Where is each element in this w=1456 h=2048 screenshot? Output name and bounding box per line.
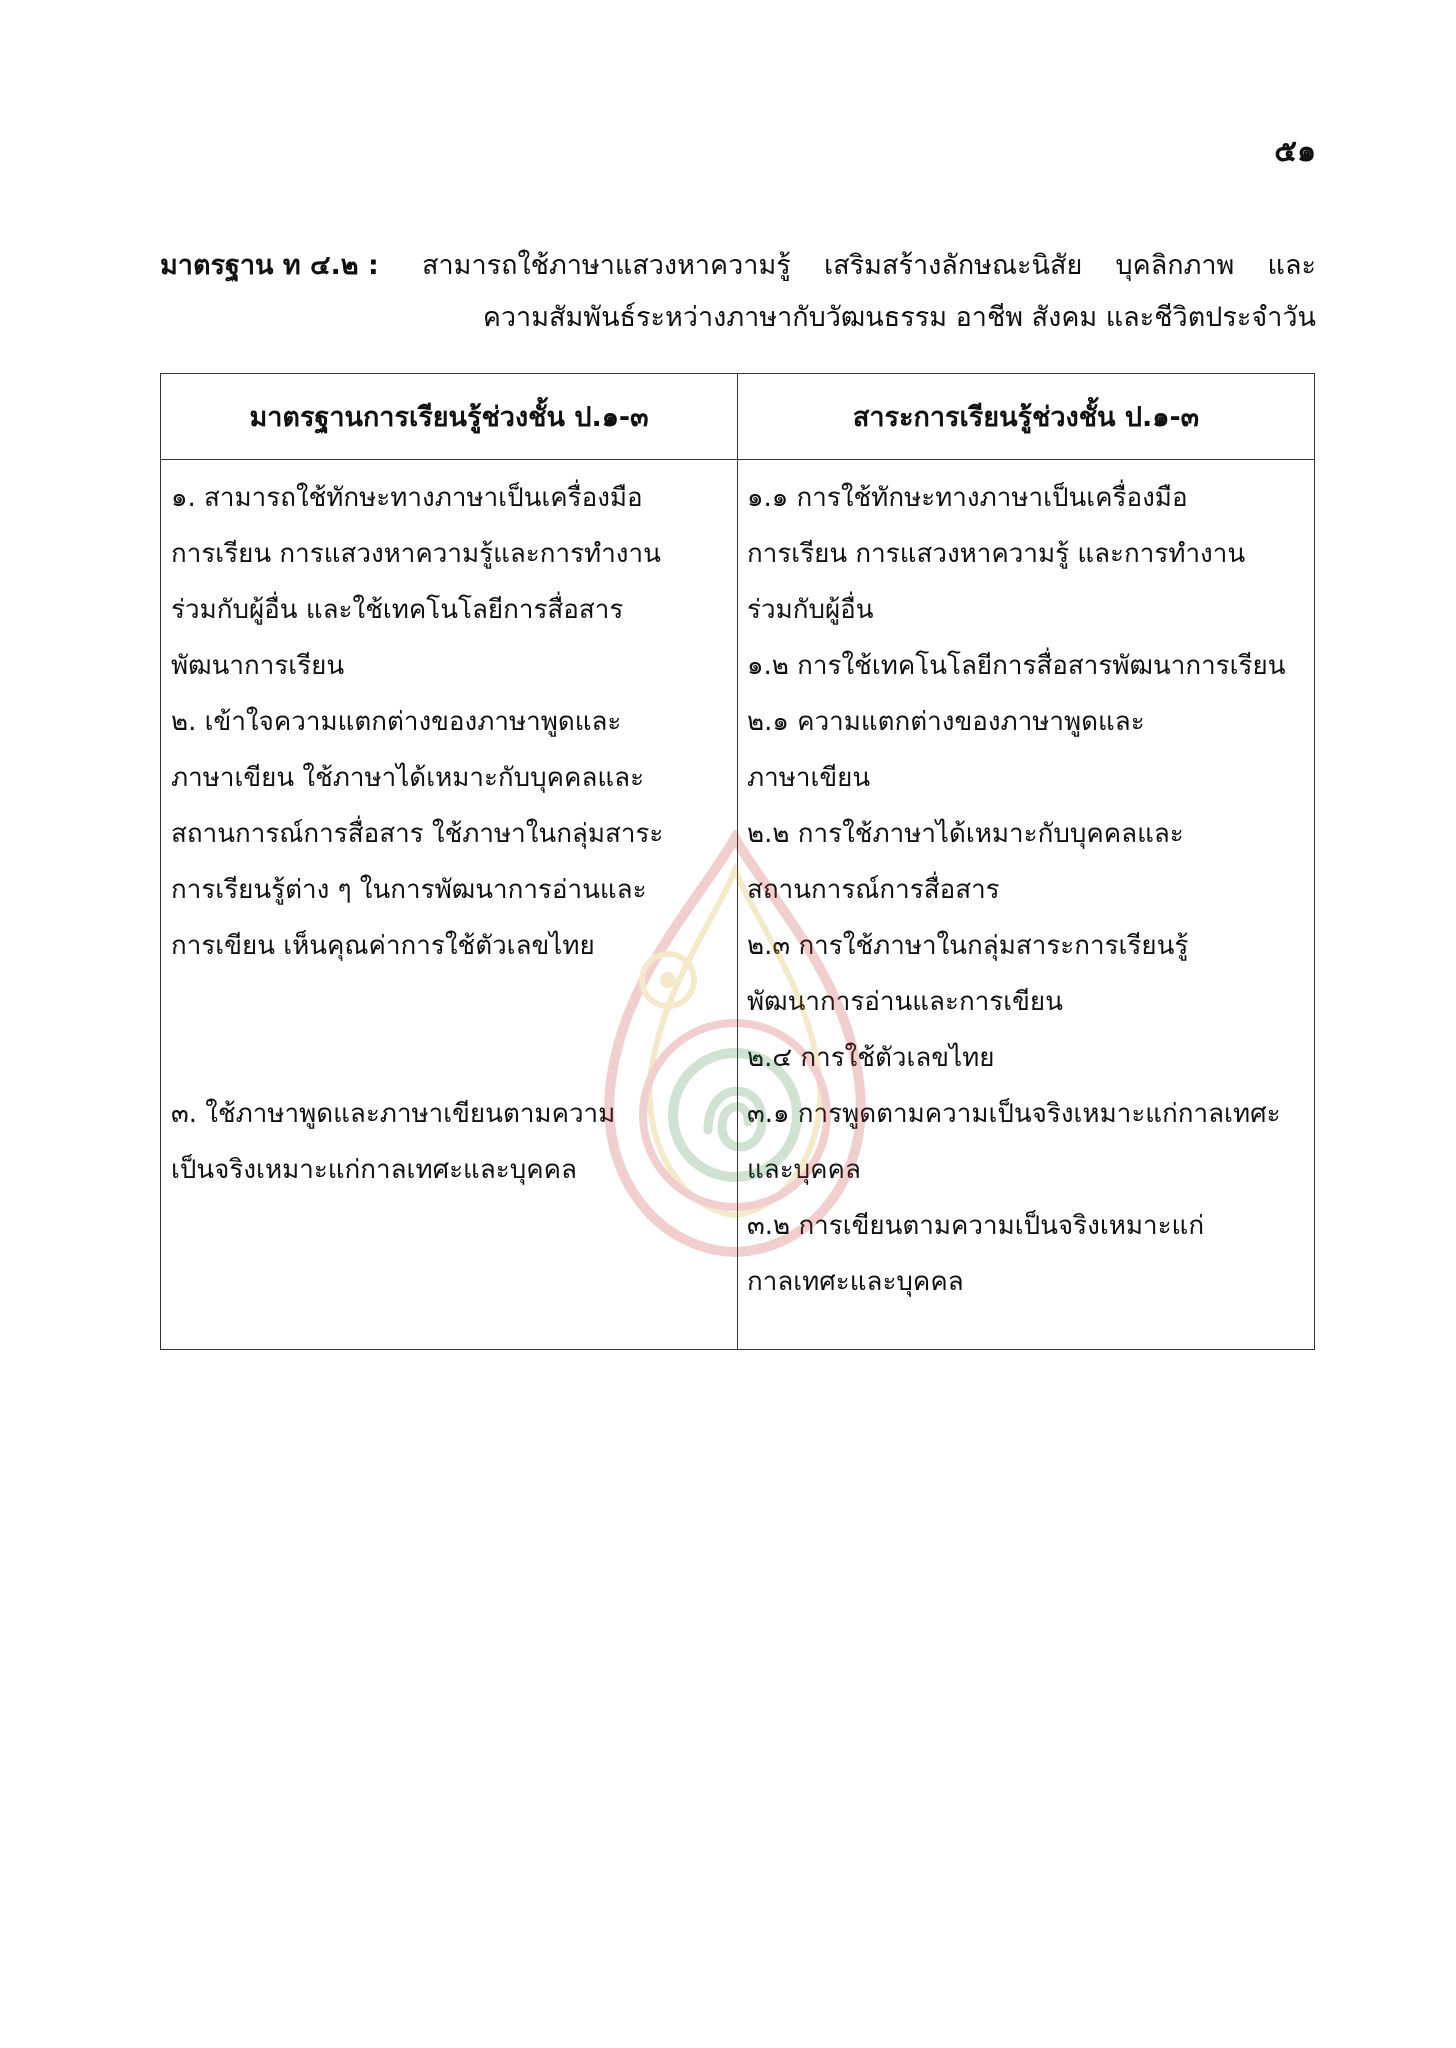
cell-line: ๑.๑ การใช้ทักษะทางภาษาเป็นเครื่องมือ — [747, 483, 1188, 513]
curriculum-table — [160, 373, 1315, 1350]
cell-line: ๓.๒ การเขียนตามความเป็นจริงเหมาะแก่ — [747, 1211, 1205, 1241]
cell-line — [171, 974, 727, 1030]
cell-line: ๒.๓ การใช้ภาษาในกลุ่มสาระการเรียนรู้ — [747, 931, 1189, 961]
page-number: ๕๑ — [1274, 134, 1316, 169]
standard-label: มาตรฐาน ท ๔.๒ : — [160, 250, 379, 281]
cell-line: การเรียนรู้ต่าง ๆ ในการพัฒนาการอ่านและ — [171, 875, 647, 905]
cell-line: ภาษาเขียน — [747, 763, 871, 793]
cell-line: ๒.๔ การใช้ตัวเลขไทย — [747, 1043, 995, 1073]
cell-line: สถานการณ์การสื่อสาร ใช้ภาษาในกลุ่มสาระ — [171, 819, 664, 849]
cell-line: ๓.๑ การพูดตามความเป็นจริงเหมาะแก่กาลเทศะ — [747, 1099, 1281, 1129]
cell-line: พัฒนาการเรียน — [171, 651, 345, 681]
standard-description — [422, 240, 1316, 344]
cell-line: เป็นจริงเหมาะแก่กาลเทศะและบุคคล — [171, 1155, 577, 1185]
standard-heading — [160, 240, 1316, 344]
cell-line: กาลเทศะและบุคคล — [747, 1267, 964, 1297]
cell-line: ๒. เข้าใจความแตกต่างของภาษาพูดและ — [171, 707, 622, 737]
cell-line: สถานการณ์การสื่อสาร — [747, 875, 1000, 905]
cell-line: ๒.๒ การใช้ภาษาได้เหมาะกับบุคคลและ — [747, 819, 1184, 849]
cell-line: การเรียน การแสวงหาความรู้และการทำงาน — [171, 539, 661, 569]
cell-line: การเขียน เห็นคุณค่าการใช้ตัวเลขไทย — [171, 931, 595, 961]
cell-line: การเรียน การแสวงหาความรู้ และการทำงาน — [747, 539, 1246, 569]
cell-line — [171, 1030, 727, 1086]
table-header-content: สาระการเรียนรู้ช่วงชั้น ป.๑-๓ — [738, 374, 1314, 460]
cell-line: ร่วมกับผู้อื่น และใช้เทคโนโลยีการสื่อสาร — [171, 595, 624, 625]
standard-line: สามารถใช้ภาษาแสวงหาความรู้ เสริมสร้างลักษณะนิสัย บุคลิกภาพ และ — [422, 250, 1316, 281]
cell-line: และบุคคล — [747, 1155, 861, 1185]
cell-line: ๑.๒ การใช้เทคโนโลยีการสื่อสารพัฒนาการเรียน — [747, 651, 1286, 681]
cell-line: ภาษาเขียน ใช้ภาษาได้เหมาะกับบุคคลและ — [171, 763, 645, 793]
standards-cell — [161, 460, 738, 1349]
cell-line: ๑. สามารถใช้ทักษะทางภาษาเป็นเครื่องมือ — [171, 483, 643, 513]
cell-line: ร่วมกับผู้อื่น — [747, 595, 874, 625]
cell-line: ๓. ใช้ภาษาพูดและภาษาเขียนตามความ — [171, 1099, 616, 1129]
table-header-standards: มาตรฐานการเรียนรู้ช่วงชั้น ป.๑-๓ — [161, 374, 738, 460]
standard-line: ความสัมพันธ์ระหว่างภาษากับวัฒนธรรม อาชีพ สังคม และชีวิตประจำวัน — [482, 302, 1316, 333]
cell-line: พัฒนาการอ่านและการเขียน — [747, 987, 1063, 1017]
content-cell — [738, 460, 1314, 1349]
cell-line: ๒.๑ ความแตกต่างของภาษาพูดและ — [747, 707, 1145, 737]
